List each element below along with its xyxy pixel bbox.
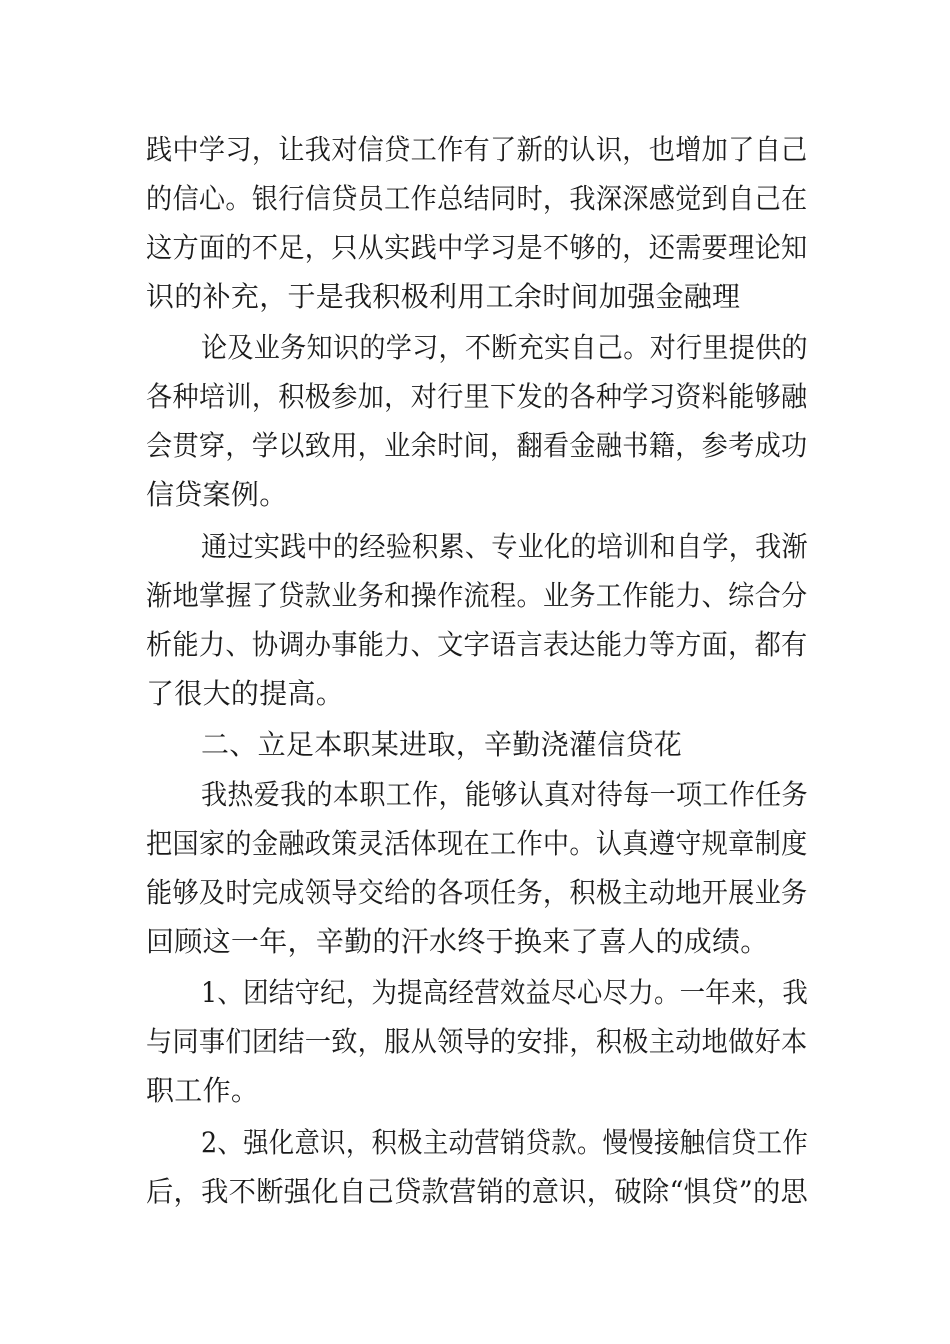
text-line: 能够及时完成领导交给的各项任务，积极主动地开展业务 [146, 876, 808, 909]
text-line: 与同事们团结一致，服从领导的安排，积极主动地做好本 [146, 1025, 808, 1058]
text-line: 通过实践中的经验积累、专业化的培训和自学，我渐 [201, 530, 808, 563]
text-line: 职工作。 [146, 1074, 260, 1107]
text-line: 论及业务知识的学习，不断充实自己。对行里提供的 [201, 331, 808, 364]
text-line: 会贯穿，学以致用，业余时间，翻看金融书籍，参考成功 [146, 429, 808, 462]
text-line: 各种培训，积极参加，对行里下发的各种学习资料能够融 [146, 380, 808, 413]
text-line: 这方面的不足，只从实践中学习是不够的，还需要理论知 [146, 231, 808, 264]
text-line: 践中学习，让我对信贷工作有了新的认识，也增加了自己 [146, 133, 808, 166]
text-line: 2、强化意识，积极主动营销贷款。慢慢接触信贷工作 [201, 1126, 809, 1159]
text-line: 回顾这一年，辛勤的汗水终于换来了喜人的成绩。 [146, 925, 769, 958]
text-line: 渐地掌握了贷款业务和操作流程。业务工作能力、综合分 [146, 579, 808, 612]
section-heading: 二、立足本职某进取，辛勤浇灌信贷花 [201, 728, 683, 761]
text-line: 析能力、协调办事能力、文字语言表达能力等方面，都有 [146, 628, 808, 661]
text-line: 信贷案例。 [146, 478, 288, 511]
text-line: 把国家的金融政策灵活体现在工作中。认真遵守规章制度 [146, 827, 808, 860]
text-line: 的信心。银行信贷员工作总结同时，我深深感觉到自己在 [146, 182, 808, 215]
text-line: 识的补充，于是我积极利用工余时间加强金融理 [146, 280, 741, 313]
text-line: 后，我不断强化自己贷款营销的意识，破除“惧贷”的思 [146, 1175, 809, 1208]
text-line: 了很大的提高。 [146, 677, 345, 710]
text-line: 1、团结守纪，为提高经营效益尽心尽力。一年来，我 [201, 976, 809, 1009]
text-line: 我热爱我的本职工作，能够认真对待每一项工作任务 [201, 778, 808, 811]
